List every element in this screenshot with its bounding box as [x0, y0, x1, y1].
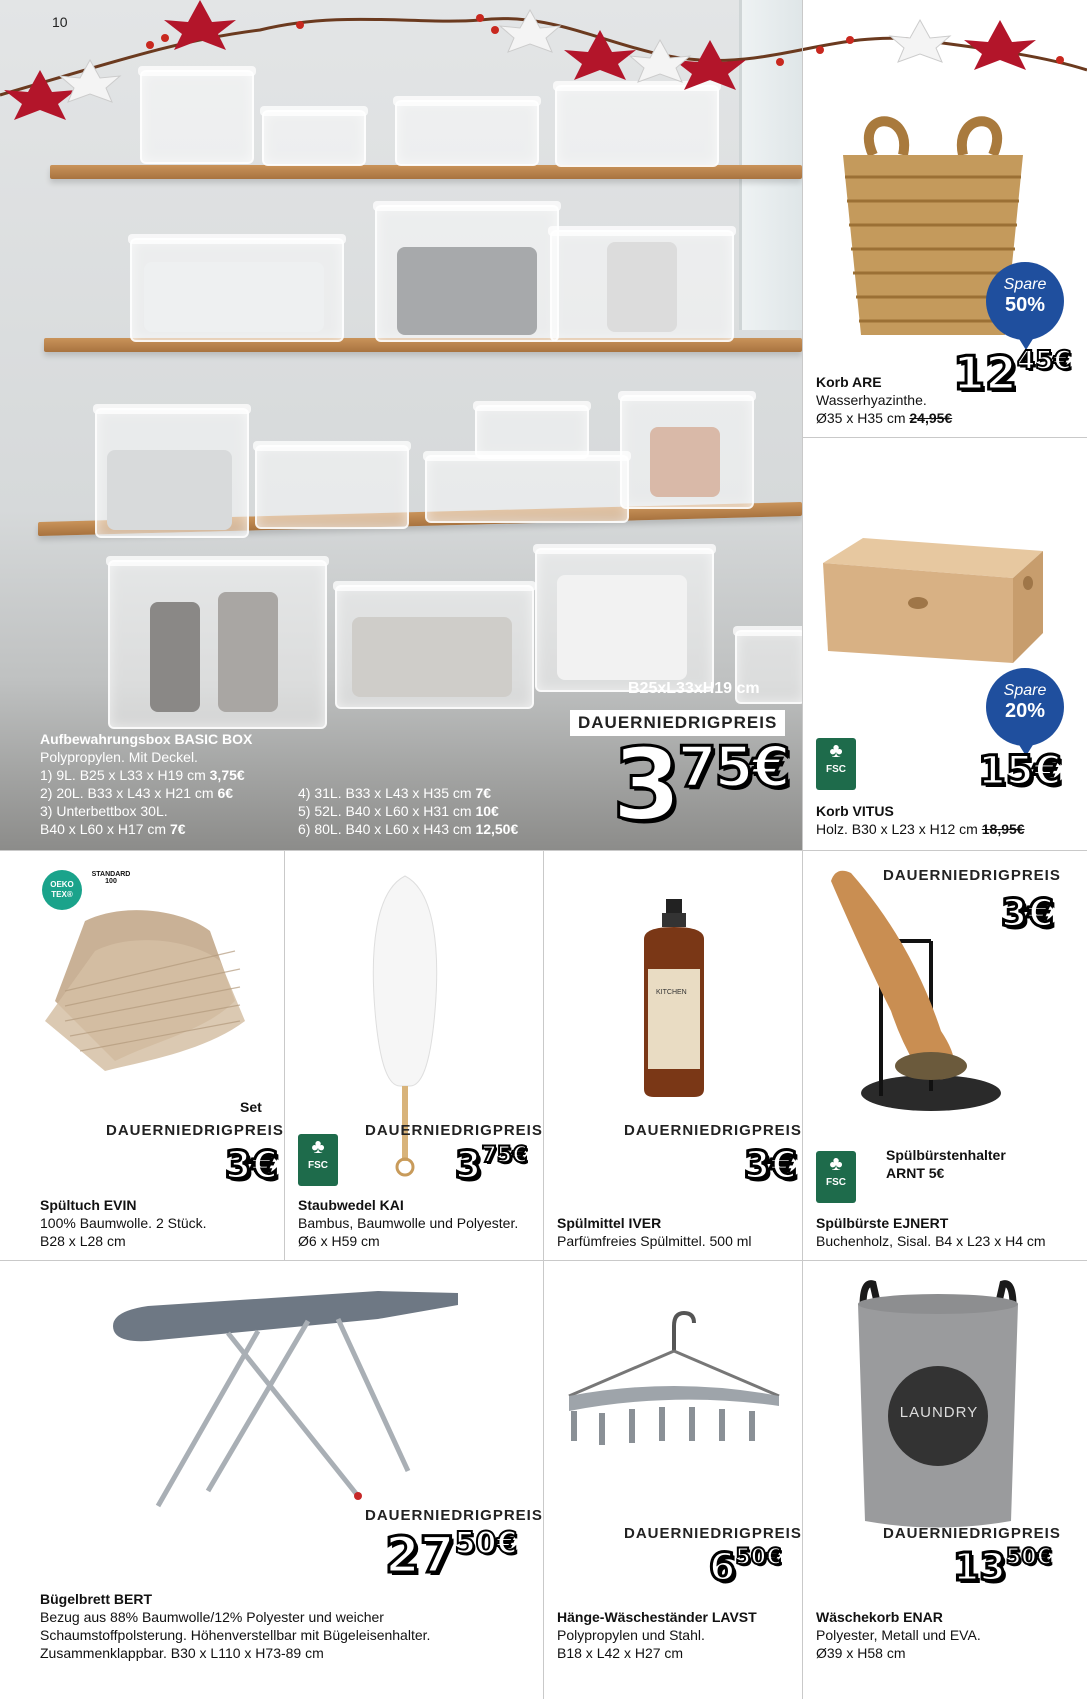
product-staubwedel[interactable] [285, 851, 543, 1260]
storage-box [425, 455, 629, 523]
storage-box [550, 230, 734, 342]
hero-variant: 5) 52L. B40 x L60 x H31 cm 10€ [298, 803, 499, 819]
fsc-logo: ♣ FSC [816, 738, 856, 790]
spuelbuerste-text: Spülbürste EJNERT Buchenholz, Sisal. B4 x L23 x H4 cm [816, 1215, 1046, 1249]
buegelbrett-price: 2750€ [385, 1526, 518, 1584]
wooden-box-image [813, 533, 1053, 673]
product-korb-vitus[interactable] [803, 438, 1087, 850]
storage-box [535, 548, 714, 692]
page-number: 10 [52, 14, 68, 30]
staubwedel-price: 375€ [455, 1143, 528, 1187]
price-badge: DAUERNIEDRIGPREIS [883, 1525, 1061, 1542]
storage-box [475, 405, 589, 459]
spuelmittel-text: Spülmittel IVER Parfümfreies Spülmittel. 500 ml [557, 1215, 752, 1249]
product-waeschestaender[interactable] [544, 1261, 802, 1699]
price-badge: DAUERNIEDRIGPREIS [883, 867, 1061, 884]
staubwedel-text: Staubwedel KAI Bambus, Baumwolle und Polyester. Ø6 x H59 cm [298, 1197, 519, 1249]
storage-box [108, 560, 327, 729]
hero-variant: B40 x L60 x H17 cm 7€ [40, 821, 186, 837]
korb-are-text: Korb ARE Wasserhyazinthe. Ø35 x H35 cm 24,95€ [816, 374, 953, 426]
waeschekorb-text: Wäschekorb ENAR Polyester, Metall und EVA. Ø39 x H58 cm [816, 1609, 981, 1661]
old-price: 24,95€ [909, 410, 953, 426]
spuelbuerste-price: 3€ [1001, 891, 1054, 935]
product-spuelbuerste[interactable] [803, 851, 1087, 1260]
storage-box [95, 408, 249, 538]
brush-image [821, 861, 1011, 1121]
korb-vitus-price: 15€ [978, 748, 1062, 794]
waeschestaender-text: Hänge-Wäscheständer LAVST Polypropylen und Stahl. B18 x L42 x H27 cm [557, 1609, 757, 1661]
fsc-logo: ♣ FSC [816, 1151, 856, 1203]
price-badge: DAUERNIEDRIGPREIS [365, 1507, 543, 1524]
cloth-image [35, 891, 275, 1071]
bottle-label: KITCHEN [656, 989, 687, 996]
spueltuch-text: Spültuch EVIN 100% Baumwolle. 2 Stück. B28 x L28 cm [40, 1197, 207, 1249]
hero-desc: Polypropylen. Mit Deckel. [40, 749, 198, 765]
hero-variant: 4) 31L. B33 x L43 x H35 cm 7€ [298, 785, 492, 801]
storage-box [140, 70, 254, 164]
price-badge: DAUERNIEDRIGPREIS [624, 1525, 802, 1542]
price-badge: DAUERNIEDRIGPREIS [365, 1122, 543, 1139]
basket-label: LAUNDRY [899, 1404, 979, 1421]
korb-are-price: 1245€ [953, 346, 1072, 400]
hero-variant: 3) Unterbettbox 30L. [40, 803, 168, 819]
storage-box [262, 110, 366, 166]
fsc-logo: ♣ FSC [298, 1134, 338, 1186]
product-korb-are[interactable] [803, 0, 1087, 437]
discount-badge: Spare 50% [986, 262, 1064, 340]
storage-box [395, 100, 539, 166]
old-price: 18,95€ [981, 821, 1025, 837]
product-buegelbrett[interactable] [0, 1261, 543, 1699]
hero-variant: 1) 9L. B25 x L33 x H19 cm 3,75€ [40, 767, 245, 783]
storage-box [255, 445, 409, 529]
ironing-board-image [108, 1281, 468, 1521]
bottle-image [634, 899, 714, 1099]
hero-dimension: B25xL33xH19 cm [628, 680, 760, 697]
product-waeschekorb[interactable] [803, 1261, 1087, 1699]
waeschekorb-price: 1350€ [953, 1545, 1052, 1589]
hero-price-badge: DAUERNIEDRIGPREIS [570, 710, 785, 736]
storage-box [130, 238, 344, 342]
spueltuch-price: 3€ [225, 1143, 278, 1187]
product-spueltuch[interactable] [0, 851, 284, 1260]
waeschestaender-price: 650€ [709, 1545, 782, 1589]
storage-box [620, 395, 754, 509]
clothes-hanger-image [559, 1311, 789, 1481]
oeko-tex-logo: OEKO TEX® [42, 870, 82, 910]
hero-variants-right [298, 784, 528, 838]
korb-vitus-text: Korb VITUS Holz. B30 x L23 x H12 cm 18,95€ [816, 803, 1025, 837]
hero-variant: 6) 80L. B40 x L60 x H43 cm 12,50€ [298, 821, 519, 837]
hero-title: Aufbewahrungsbox BASIC BOX [40, 731, 253, 747]
hero-shelf-image [0, 0, 802, 850]
storage-box [335, 585, 534, 709]
price-badge: DAUERNIEDRIGPREIS [106, 1122, 284, 1139]
hero-price [612, 726, 789, 845]
set-label: Set [240, 1099, 262, 1115]
storage-box [555, 85, 719, 167]
price-badge: DAUERNIEDRIGPREIS [624, 1122, 802, 1139]
hero-price-cents: 75€ [677, 735, 789, 800]
discount-badge: Spare 20% [986, 668, 1064, 746]
spuelmittel-price: 3€ [744, 1143, 797, 1187]
product-spuelmittel[interactable] [544, 851, 802, 1260]
hero-variant: 2) 20L. B33 x L43 x H21 cm 6€ [40, 785, 234, 801]
wall-shelf [50, 165, 802, 179]
buegelbrett-text: Bügelbrett BERT Bezug aus 88% Baumwolle/12% Polyester und weicher Schaumstoffpolsterung. Höhenverstellbar mit Bügeleisenhalter. Zusammenklappbar. B30 x L110 x H73-89 cm [40, 1591, 431, 1661]
oeko-standard: STANDARD 100 [91, 871, 131, 885]
hero-price-main: 3 [612, 726, 678, 843]
storage-box [375, 205, 559, 342]
holder-text: Spülbürstenhalter ARNT 5€ [886, 1147, 1006, 1181]
